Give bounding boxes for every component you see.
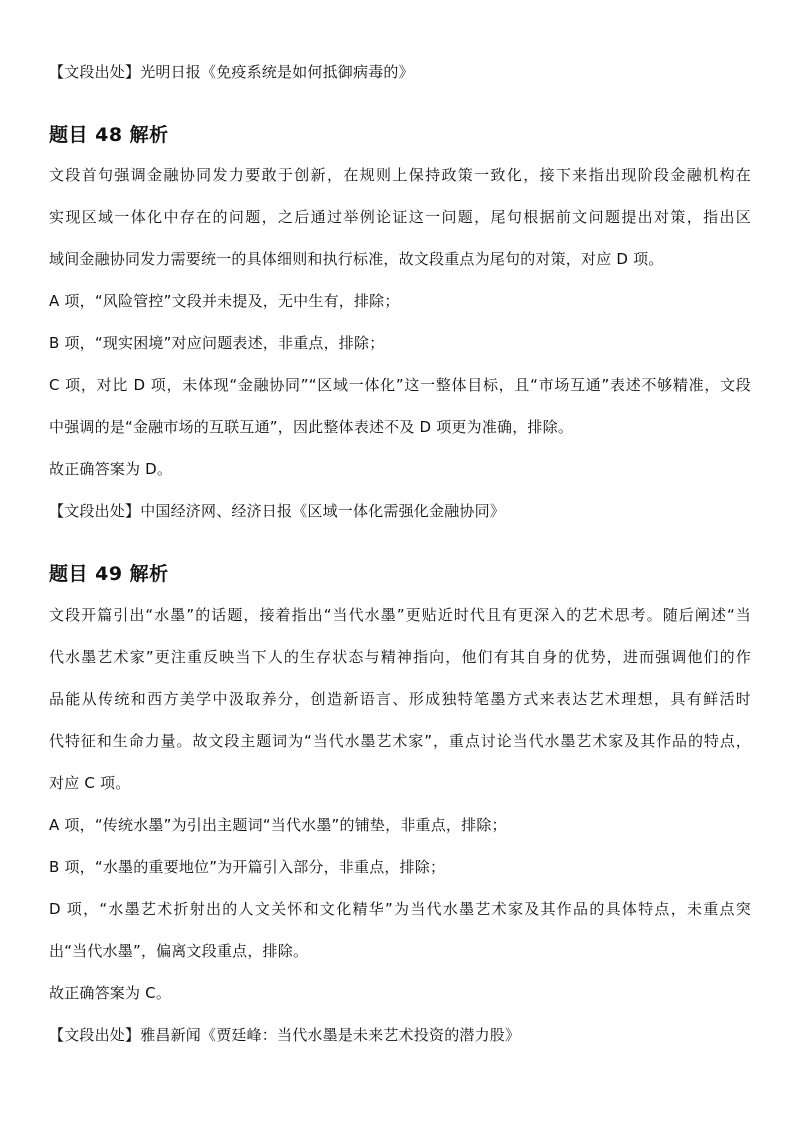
q49-para-line-2: 代水墨艺术家”更注重反映当下人的生存状态与精神指向，他们有其自身的优势，进而强调他们的作 — [49, 648, 751, 666]
q49-option-d-line-2: 出“当代水墨”，偏离文段重点，排除。 — [49, 942, 309, 960]
q49-source: 【文段出处】雅昌新闻《贾廷峰：当代水墨是未来艺术投资的潜力股》 — [49, 1026, 521, 1044]
q48-option-c-line-2: 中强调的是“金融市场的互联互通”，因此整体表述不及 D 项更为准确，排除。 — [49, 418, 574, 436]
source-line-top: 【文段出处】光明日报《免疫系统是如何抵御病毒的》 — [49, 63, 414, 81]
q48-option-c-line-1: C 项，对比 D 项，未体现“金融协同”“区域一体化”这一整体目标，且“市场互通”表述不够精准，文段 — [49, 376, 751, 394]
q48-option-a: A 项，“风险管控”文段并未提及，无中生有，排除； — [49, 292, 400, 310]
q48-answer: 故正确答案为 D。 — [49, 460, 173, 478]
q48-source: 【文段出处】中国经济网、经济日报《区域一体化需强化金融协同》 — [49, 502, 506, 520]
q49-para-line-3: 品能从传统和西方美学中汲取养分，创造新语言、形成独特笔墨方式来表达艺术理想，具有鲜活时 — [49, 690, 751, 708]
q49-option-b: B 项，“水墨的重要地位”为开篇引入部分，非重点，排除； — [49, 858, 446, 876]
q49-para-line-4: 代特征和生命力量。故文段主题词为“当代水墨艺术家”，重点讨论当代水墨艺术家及其作品的特点， — [49, 732, 751, 750]
q48-option-b: B 项，“现实困境”对应问题表述，非重点，排除； — [49, 334, 385, 352]
q49-para-line-5: 对应 C 项。 — [49, 774, 131, 792]
q49-para-line-1: 文段开篇引出“水墨”的话题，接着指出“当代水墨”更贴近时代且有更深入的艺术思考。随后阐述“当 — [49, 606, 751, 624]
q48-para-line-1: 文段首句强调金融协同发力要敢于创新，在规则上保持政策一致化，接下来指出现阶段金融机构在 — [49, 166, 751, 184]
q49-answer: 故正确答案为 C。 — [49, 984, 172, 1002]
q49-heading: 题目 49 解析 — [49, 563, 169, 585]
q49-option-d-line-1: D 项，“水墨艺术折射出的人文关怀和文化精华”为当代水墨艺术家及其作品的具体特点，未重点突 — [49, 900, 751, 918]
q49-option-a: A 项，“传统水墨”为引出主题词“当代水墨”的铺垫，非重点，排除； — [49, 816, 507, 834]
q48-para-line-2: 实现区域一体化中存在的问题，之后通过举例论证这一问题，尾句根据前文问题提出对策，指出区 — [49, 208, 751, 226]
q48-para-line-3: 域间金融协同发力需要统一的具体细则和执行标准，故文段重点为尾句的对策，对应 D 项。 — [49, 250, 664, 268]
q48-heading: 题目 48 解析 — [49, 124, 169, 146]
